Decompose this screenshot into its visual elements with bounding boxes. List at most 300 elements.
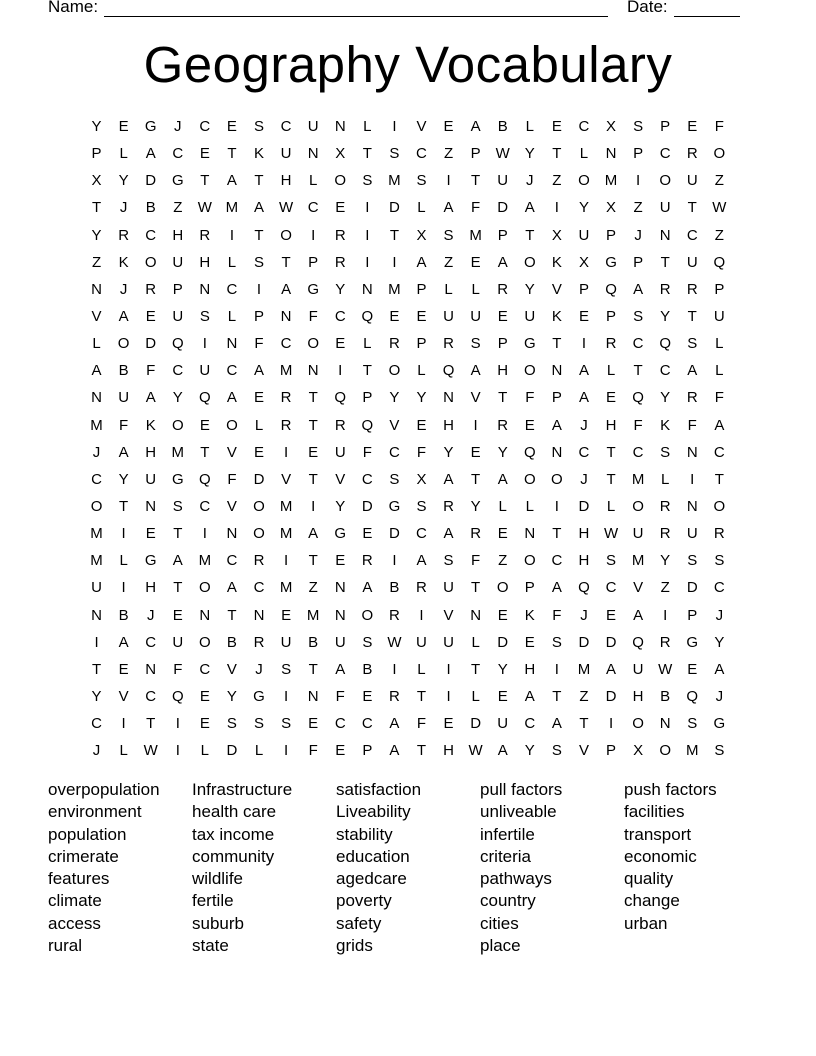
grid-letter[interactable]: U: [443, 579, 454, 597]
grid-letter[interactable]: X: [416, 470, 427, 488]
grid-letter[interactable]: O: [632, 497, 644, 515]
grid-letter[interactable]: Q: [171, 335, 184, 353]
grid-letter[interactable]: L: [119, 742, 128, 760]
grid-letter[interactable]: P: [551, 389, 562, 407]
grid-letter[interactable]: Q: [442, 362, 455, 380]
grid-letter[interactable]: T: [227, 606, 237, 624]
grid-letter[interactable]: H: [497, 362, 509, 380]
grid-letter[interactable]: O: [117, 335, 130, 353]
grid-letter[interactable]: T: [714, 470, 724, 488]
grid-letter[interactable]: P: [497, 226, 508, 244]
grid-letter[interactable]: C: [416, 145, 427, 163]
grid-letter[interactable]: U: [416, 633, 427, 651]
grid-letter[interactable]: K: [551, 307, 562, 325]
grid-letter[interactable]: W: [197, 199, 212, 217]
grid-letter[interactable]: I: [284, 552, 289, 570]
grid-letter[interactable]: C: [632, 443, 644, 461]
grid-letter[interactable]: E: [308, 715, 319, 733]
grid-letter[interactable]: Y: [91, 118, 102, 135]
grid-letter[interactable]: U: [578, 226, 590, 244]
grid-letter[interactable]: B: [308, 633, 319, 651]
grid-letter[interactable]: F: [714, 118, 724, 135]
grid-letter[interactable]: U: [524, 307, 536, 325]
grid-letter[interactable]: A: [254, 199, 265, 217]
grid-letter[interactable]: O: [713, 145, 726, 163]
grid-letter[interactable]: A: [497, 253, 508, 271]
grid-letter[interactable]: Y: [389, 389, 400, 407]
grid-letter[interactable]: F: [146, 362, 156, 380]
grid-letter[interactable]: S: [281, 715, 292, 733]
grid-letter[interactable]: O: [523, 253, 536, 271]
grid-letter[interactable]: S: [416, 497, 427, 515]
grid-letter[interactable]: R: [497, 416, 509, 434]
grid-letter[interactable]: A: [254, 362, 265, 380]
grid-letter[interactable]: J: [92, 443, 101, 461]
grid-letter[interactable]: L: [471, 280, 480, 298]
grid-letter[interactable]: P: [362, 389, 373, 407]
grid-letter[interactable]: Z: [91, 253, 102, 271]
grid-letter[interactable]: R: [361, 552, 373, 570]
grid-letter[interactable]: N: [226, 525, 238, 543]
grid-letter[interactable]: Q: [632, 389, 644, 407]
grid-letter[interactable]: Z: [308, 579, 318, 597]
grid-letter[interactable]: O: [361, 606, 374, 624]
grid-letter[interactable]: E: [335, 199, 346, 217]
grid-letter[interactable]: M: [388, 280, 401, 298]
grid-letter[interactable]: C: [524, 715, 536, 733]
grid-letter[interactable]: Y: [91, 687, 102, 705]
grid-letter[interactable]: U: [686, 525, 698, 543]
grid-letter[interactable]: F: [416, 715, 427, 733]
grid-letter[interactable]: I: [121, 525, 126, 543]
grid-letter[interactable]: U: [280, 633, 292, 651]
grid-letter[interactable]: G: [523, 335, 536, 353]
grid-letter[interactable]: A: [551, 579, 562, 597]
grid-letter[interactable]: S: [416, 172, 427, 190]
grid-letter[interactable]: P: [714, 280, 725, 298]
grid-letter[interactable]: K: [660, 416, 671, 434]
grid-letter[interactable]: H: [632, 687, 644, 705]
grid-letter[interactable]: W: [143, 742, 158, 760]
grid-letter[interactable]: T: [308, 660, 318, 678]
grid-letter[interactable]: Z: [552, 172, 562, 190]
grid-letter[interactable]: P: [633, 253, 644, 271]
grid-letter[interactable]: E: [335, 552, 346, 570]
grid-letter[interactable]: C: [280, 335, 292, 353]
grid-letter[interactable]: U: [443, 633, 454, 651]
grid-letter[interactable]: L: [254, 742, 264, 760]
grid-letter[interactable]: Y: [226, 687, 237, 705]
grid-letter[interactable]: E: [199, 145, 210, 163]
grid-letter[interactable]: T: [525, 226, 535, 244]
grid-letter[interactable]: S: [172, 497, 183, 515]
grid-letter[interactable]: I: [311, 226, 316, 244]
grid-letter[interactable]: A: [226, 579, 237, 597]
grid-letter[interactable]: A: [172, 552, 183, 570]
grid-letter[interactable]: C: [578, 443, 590, 461]
grid-letter[interactable]: A: [714, 416, 725, 434]
grid-letter[interactable]: B: [226, 633, 237, 651]
grid-letter[interactable]: E: [254, 443, 265, 461]
grid-letter[interactable]: I: [229, 226, 235, 244]
grid-letter[interactable]: C: [226, 362, 238, 380]
grid-letter[interactable]: J: [255, 660, 263, 678]
grid-letter[interactable]: I: [608, 715, 614, 733]
grid-letter[interactable]: S: [687, 335, 698, 353]
grid-letter[interactable]: G: [686, 633, 699, 651]
grid-letter[interactable]: T: [308, 416, 318, 434]
grid-letter[interactable]: R: [388, 335, 400, 353]
grid-letter[interactable]: M: [225, 199, 239, 217]
grid-letter[interactable]: A: [687, 362, 698, 380]
grid-letter[interactable]: E: [524, 416, 535, 434]
grid-letter[interactable]: D: [605, 633, 617, 651]
grid-letter[interactable]: B: [497, 118, 508, 135]
grid-letter[interactable]: E: [254, 389, 265, 407]
grid-letter[interactable]: F: [714, 389, 724, 407]
grid-letter[interactable]: S: [470, 335, 481, 353]
grid-letter[interactable]: D: [578, 497, 590, 515]
grid-letter[interactable]: J: [580, 606, 588, 624]
grid-letter[interactable]: N: [334, 579, 346, 597]
grid-letter[interactable]: H: [199, 253, 211, 271]
grid-letter[interactable]: I: [284, 687, 289, 705]
grid-letter[interactable]: U: [118, 389, 130, 407]
grid-letter[interactable]: X: [551, 226, 562, 244]
grid-letter[interactable]: V: [633, 579, 644, 597]
grid-letter[interactable]: Q: [686, 687, 699, 705]
grid-letter[interactable]: I: [121, 579, 126, 597]
grid-letter[interactable]: X: [91, 172, 102, 190]
grid-letter[interactable]: I: [446, 172, 451, 190]
grid-letter[interactable]: N: [605, 145, 617, 163]
grid-letter[interactable]: L: [227, 253, 237, 271]
grid-letter[interactable]: Y: [172, 389, 183, 407]
grid-letter[interactable]: B: [145, 199, 156, 217]
grid-letter[interactable]: A: [145, 145, 156, 163]
grid-letter[interactable]: E: [551, 118, 562, 135]
grid-letter[interactable]: E: [362, 687, 373, 705]
grid-letter[interactable]: T: [552, 687, 562, 705]
grid-letter[interactable]: T: [471, 660, 481, 678]
grid-letter[interactable]: A: [551, 416, 562, 434]
grid-letter[interactable]: E: [443, 715, 454, 733]
grid-letter[interactable]: E: [606, 606, 617, 624]
grid-letter[interactable]: G: [144, 552, 157, 570]
grid-letter[interactable]: R: [659, 525, 671, 543]
grid-letter[interactable]: T: [308, 389, 318, 407]
grid-letter[interactable]: L: [471, 633, 480, 651]
grid-letter[interactable]: R: [388, 687, 400, 705]
grid-letter[interactable]: Y: [335, 280, 346, 298]
grid-letter[interactable]: U: [632, 525, 644, 543]
grid-letter[interactable]: M: [604, 172, 618, 190]
grid-letter[interactable]: S: [362, 172, 373, 190]
grid-letter[interactable]: E: [172, 606, 183, 624]
grid-letter[interactable]: I: [392, 552, 397, 570]
grid-letter[interactable]: R: [686, 145, 698, 163]
grid-letter[interactable]: N: [307, 362, 319, 380]
grid-letter[interactable]: Y: [416, 389, 427, 407]
grid-letter[interactable]: U: [91, 579, 102, 597]
grid-letter[interactable]: A: [226, 172, 237, 190]
grid-letter[interactable]: C: [172, 362, 184, 380]
grid-letter[interactable]: U: [713, 307, 725, 325]
grid-letter[interactable]: R: [280, 389, 292, 407]
grid-letter[interactable]: Y: [470, 497, 481, 515]
grid-letter[interactable]: J: [146, 606, 155, 624]
grid-letter[interactable]: Y: [443, 443, 454, 461]
grid-letter[interactable]: H: [172, 226, 184, 244]
grid-letter[interactable]: E: [524, 633, 535, 651]
grid-letter[interactable]: L: [606, 362, 616, 380]
grid-letter[interactable]: S: [199, 307, 210, 325]
grid-letter[interactable]: Y: [660, 552, 671, 570]
grid-letter[interactable]: N: [199, 606, 211, 624]
grid-letter[interactable]: U: [280, 145, 292, 163]
grid-letter[interactable]: J: [119, 199, 128, 217]
grid-letter[interactable]: F: [227, 470, 237, 488]
grid-letter[interactable]: Z: [443, 145, 454, 163]
grid-letter[interactable]: L: [525, 118, 534, 135]
grid-letter[interactable]: K: [118, 253, 129, 271]
grid-letter[interactable]: E: [578, 307, 589, 325]
grid-letter[interactable]: M: [279, 525, 293, 543]
grid-letter[interactable]: A: [714, 660, 725, 678]
grid-letter[interactable]: T: [471, 470, 481, 488]
grid-letter[interactable]: R: [253, 552, 265, 570]
grid-letter[interactable]: W: [603, 525, 619, 543]
grid-letter[interactable]: I: [690, 470, 695, 488]
grid-letter[interactable]: Y: [497, 443, 508, 461]
grid-letter[interactable]: U: [334, 633, 346, 651]
grid-letter[interactable]: Q: [171, 687, 184, 705]
grid-letter[interactable]: F: [335, 687, 345, 705]
grid-letter[interactable]: H: [605, 416, 617, 434]
grid-letter[interactable]: L: [715, 362, 724, 380]
grid-letter[interactable]: E: [145, 525, 156, 543]
grid-letter[interactable]: R: [659, 280, 671, 298]
grid-letter[interactable]: O: [171, 416, 184, 434]
grid-letter[interactable]: C: [307, 199, 319, 217]
grid-letter[interactable]: K: [145, 416, 156, 434]
grid-letter[interactable]: M: [90, 416, 103, 434]
grid-letter[interactable]: X: [335, 145, 346, 163]
grid-letter[interactable]: X: [633, 742, 644, 760]
grid-letter[interactable]: C: [91, 470, 102, 488]
grid-letter[interactable]: D: [497, 633, 509, 651]
grid-letter[interactable]: F: [308, 742, 318, 760]
grid-letter[interactable]: C: [226, 552, 238, 570]
grid-letter[interactable]: Q: [578, 579, 590, 597]
grid-letter[interactable]: C: [172, 145, 184, 163]
grid-letter[interactable]: R: [659, 497, 671, 515]
grid-letter[interactable]: R: [443, 497, 454, 515]
grid-letter[interactable]: U: [497, 715, 509, 733]
grid-letter[interactable]: O: [551, 470, 563, 488]
grid-letter[interactable]: K: [524, 606, 535, 624]
grid-letter[interactable]: P: [578, 280, 589, 298]
grid-letter[interactable]: Y: [524, 742, 535, 760]
grid-letter[interactable]: S: [551, 633, 562, 651]
grid-letter[interactable]: U: [632, 660, 644, 678]
grid-letter[interactable]: I: [554, 660, 559, 678]
grid-letter[interactable]: R: [118, 226, 130, 244]
grid-letter[interactable]: L: [498, 497, 507, 515]
grid-letter[interactable]: T: [227, 145, 237, 163]
grid-letter[interactable]: I: [473, 416, 478, 434]
grid-letter[interactable]: C: [578, 118, 590, 135]
grid-letter[interactable]: L: [715, 335, 724, 353]
grid-letter[interactable]: Y: [335, 497, 346, 515]
grid-letter[interactable]: T: [633, 362, 643, 380]
grid-letter[interactable]: N: [307, 687, 319, 705]
grid-letter[interactable]: A: [470, 118, 481, 135]
grid-letter[interactable]: A: [497, 742, 508, 760]
date-blank-line[interactable]: [674, 16, 740, 17]
grid-letter[interactable]: Q: [361, 416, 374, 434]
grid-letter[interactable]: T: [200, 443, 210, 461]
grid-letter[interactable]: D: [470, 715, 482, 733]
grid-letter[interactable]: O: [144, 253, 157, 271]
grid-letter[interactable]: B: [118, 606, 129, 624]
grid-letter[interactable]: D: [605, 687, 617, 705]
name-blank-line[interactable]: [104, 16, 608, 17]
grid-letter[interactable]: J: [526, 172, 534, 190]
grid-letter[interactable]: X: [416, 226, 427, 244]
grid-letter[interactable]: Z: [633, 199, 643, 217]
grid-letter[interactable]: U: [307, 118, 319, 135]
grid-letter[interactable]: N: [91, 280, 102, 298]
grid-letter[interactable]: H: [145, 579, 157, 597]
grid-letter[interactable]: I: [446, 660, 451, 678]
grid-letter[interactable]: L: [227, 307, 237, 325]
grid-letter[interactable]: T: [254, 172, 264, 190]
grid-letter[interactable]: A: [578, 362, 589, 380]
grid-letter[interactable]: A: [443, 525, 454, 543]
grid-letter[interactable]: J: [715, 606, 724, 624]
grid-letter[interactable]: S: [660, 443, 671, 461]
grid-letter[interactable]: N: [307, 145, 319, 163]
grid-letter[interactable]: L: [363, 335, 372, 353]
grid-letter[interactable]: N: [91, 389, 102, 407]
grid-letter[interactable]: E: [199, 715, 210, 733]
grid-letter[interactable]: Q: [523, 443, 536, 461]
grid-letter[interactable]: N: [659, 715, 671, 733]
grid-letter[interactable]: M: [686, 742, 699, 760]
grid-letter[interactable]: E: [497, 687, 508, 705]
grid-letter[interactable]: P: [606, 742, 617, 760]
grid-letter[interactable]: N: [551, 362, 563, 380]
grid-letter[interactable]: T: [660, 253, 670, 271]
grid-letter[interactable]: A: [416, 253, 427, 271]
grid-letter[interactable]: N: [334, 606, 346, 624]
grid-letter[interactable]: M: [279, 497, 293, 515]
grid-letter[interactable]: E: [281, 606, 292, 624]
grid-letter[interactable]: C: [551, 552, 563, 570]
grid-letter[interactable]: L: [254, 416, 264, 434]
grid-letter[interactable]: O: [253, 497, 265, 515]
grid-letter[interactable]: A: [606, 660, 617, 678]
grid-letter[interactable]: J: [634, 226, 642, 244]
grid-letter[interactable]: J: [580, 470, 588, 488]
grid-letter[interactable]: D: [145, 172, 157, 190]
grid-letter[interactable]: G: [605, 253, 617, 271]
grid-letter[interactable]: T: [146, 715, 156, 733]
grid-letter[interactable]: O: [496, 579, 509, 597]
grid-letter[interactable]: E: [687, 118, 698, 135]
grid-letter[interactable]: P: [633, 145, 644, 163]
grid-letter[interactable]: C: [280, 118, 292, 135]
grid-letter[interactable]: K: [254, 145, 265, 163]
grid-letter[interactable]: R: [145, 280, 157, 298]
grid-letter[interactable]: H: [443, 416, 454, 434]
grid-letter[interactable]: F: [687, 416, 697, 434]
grid-letter[interactable]: E: [335, 742, 346, 760]
grid-letter[interactable]: L: [661, 470, 670, 488]
grid-letter[interactable]: L: [200, 742, 210, 760]
grid-letter[interactable]: A: [335, 660, 346, 678]
grid-letter[interactable]: D: [497, 199, 509, 217]
grid-letter[interactable]: O: [632, 715, 644, 733]
grid-letter[interactable]: G: [253, 687, 265, 705]
grid-letter[interactable]: K: [551, 253, 562, 271]
grid-letter[interactable]: P: [660, 118, 671, 135]
grid-letter[interactable]: A: [226, 389, 237, 407]
grid-letter[interactable]: P: [362, 742, 373, 760]
grid-letter[interactable]: Q: [199, 389, 211, 407]
grid-letter[interactable]: D: [253, 470, 265, 488]
grid-letter[interactable]: O: [659, 172, 672, 190]
grid-letter[interactable]: L: [119, 552, 128, 570]
grid-letter[interactable]: Y: [660, 389, 671, 407]
grid-letter[interactable]: T: [687, 199, 697, 217]
grid-letter[interactable]: S: [362, 633, 373, 651]
grid-letter[interactable]: T: [606, 470, 616, 488]
grid-letter[interactable]: A: [416, 552, 427, 570]
grid-letter[interactable]: M: [631, 552, 645, 570]
grid-letter[interactable]: Q: [199, 470, 211, 488]
grid-letter[interactable]: A: [362, 579, 373, 597]
grid-letter[interactable]: E: [308, 443, 319, 461]
grid-letter[interactable]: N: [524, 525, 536, 543]
grid-letter[interactable]: I: [446, 687, 451, 705]
grid-letter[interactable]: V: [551, 280, 562, 298]
grid-letter[interactable]: S: [443, 552, 454, 570]
grid-letter[interactable]: I: [311, 497, 316, 515]
grid-letter[interactable]: L: [363, 118, 372, 135]
grid-letter[interactable]: A: [443, 199, 454, 217]
grid-letter[interactable]: H: [524, 660, 536, 678]
grid-letter[interactable]: N: [199, 280, 211, 298]
grid-letter[interactable]: N: [686, 497, 698, 515]
grid-letter[interactable]: L: [579, 145, 589, 163]
grid-letter[interactable]: V: [443, 606, 454, 624]
grid-letter[interactable]: F: [308, 307, 318, 325]
grid-letter[interactable]: I: [175, 715, 180, 733]
grid-letter[interactable]: N: [145, 497, 157, 515]
grid-letter[interactable]: A: [389, 715, 400, 733]
grid-letter[interactable]: C: [605, 579, 617, 597]
grid-letter[interactable]: E: [497, 307, 508, 325]
grid-letter[interactable]: W: [279, 199, 294, 217]
grid-letter[interactable]: T: [552, 335, 562, 353]
grid-letter[interactable]: R: [713, 525, 725, 543]
grid-letter[interactable]: J: [119, 280, 128, 298]
grid-letter[interactable]: R: [253, 633, 265, 651]
grid-letter[interactable]: C: [199, 497, 211, 515]
grid-letter[interactable]: F: [362, 443, 372, 461]
